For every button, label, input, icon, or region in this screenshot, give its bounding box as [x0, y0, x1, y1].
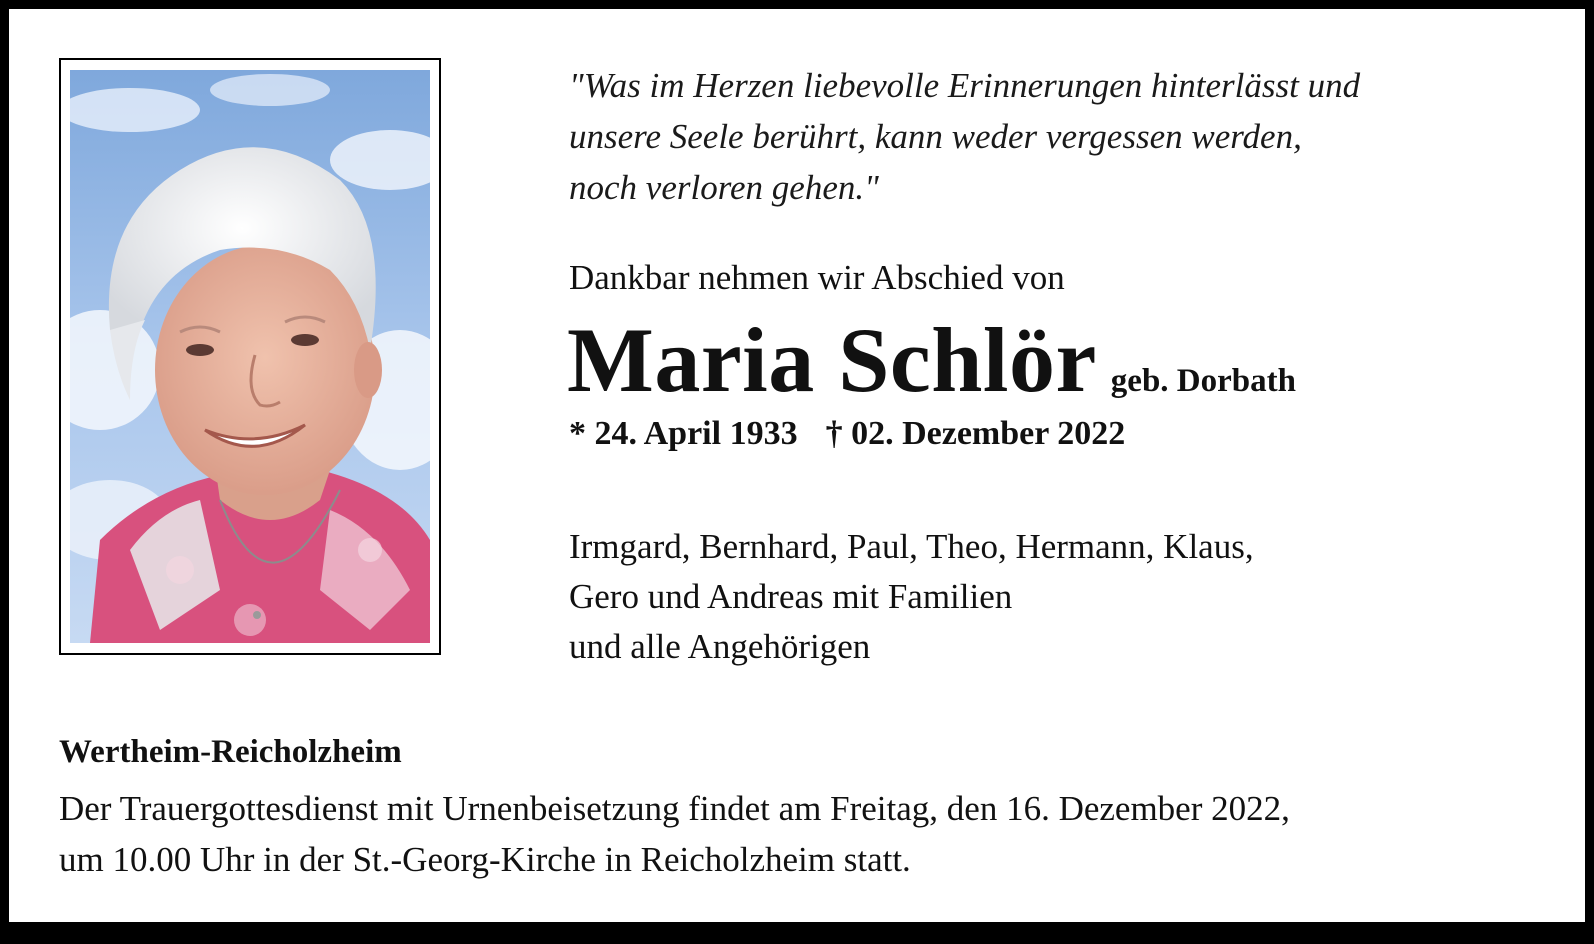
service-line-1: Der Trauergottesdienst mit Urnenbeisetzung findet am Freitag, den 16. Dezember 2022, [59, 789, 1290, 828]
service-line-2: um 10.00 Uhr in der St.-Georg-Kirche in Reicholzheim statt. [59, 840, 911, 879]
mourners-line-3: und alle Angehörigen [569, 627, 871, 666]
memorial-quote [569, 60, 1529, 213]
quote-line-1: "Was im Herzen liebevolle Erinnerungen hinterlässt und [569, 66, 1361, 105]
quote-line-2: unsere Seele berührt, kann weder vergessen werden, [569, 117, 1302, 156]
portrait-frame [59, 58, 441, 655]
life-dates [569, 412, 1125, 456]
deceased-name-line [567, 310, 1296, 410]
quote-line-3: noch verloren gehen." [569, 168, 879, 207]
mourners-line-2: Gero und Andreas mit Familien [569, 577, 1013, 616]
mourners-line-1: Irmgard, Bernhard, Paul, Theo, Hermann, Klaus, [569, 527, 1254, 566]
death-date: † 02. Dezember 2022 [825, 415, 1126, 452]
place-heading: Wertheim-Reicholzheim [59, 734, 402, 770]
birth-date: * 24. April 1933 [569, 415, 798, 452]
portrait-photo [70, 70, 430, 643]
deceased-name: Maria Schlör [567, 309, 1097, 411]
service-info [59, 783, 1290, 885]
farewell-intro: Dankbar nehmen wir Abschied von [569, 258, 1065, 297]
birth-name: geb. Dorbath [1110, 363, 1296, 399]
mourners-list [569, 522, 1254, 672]
